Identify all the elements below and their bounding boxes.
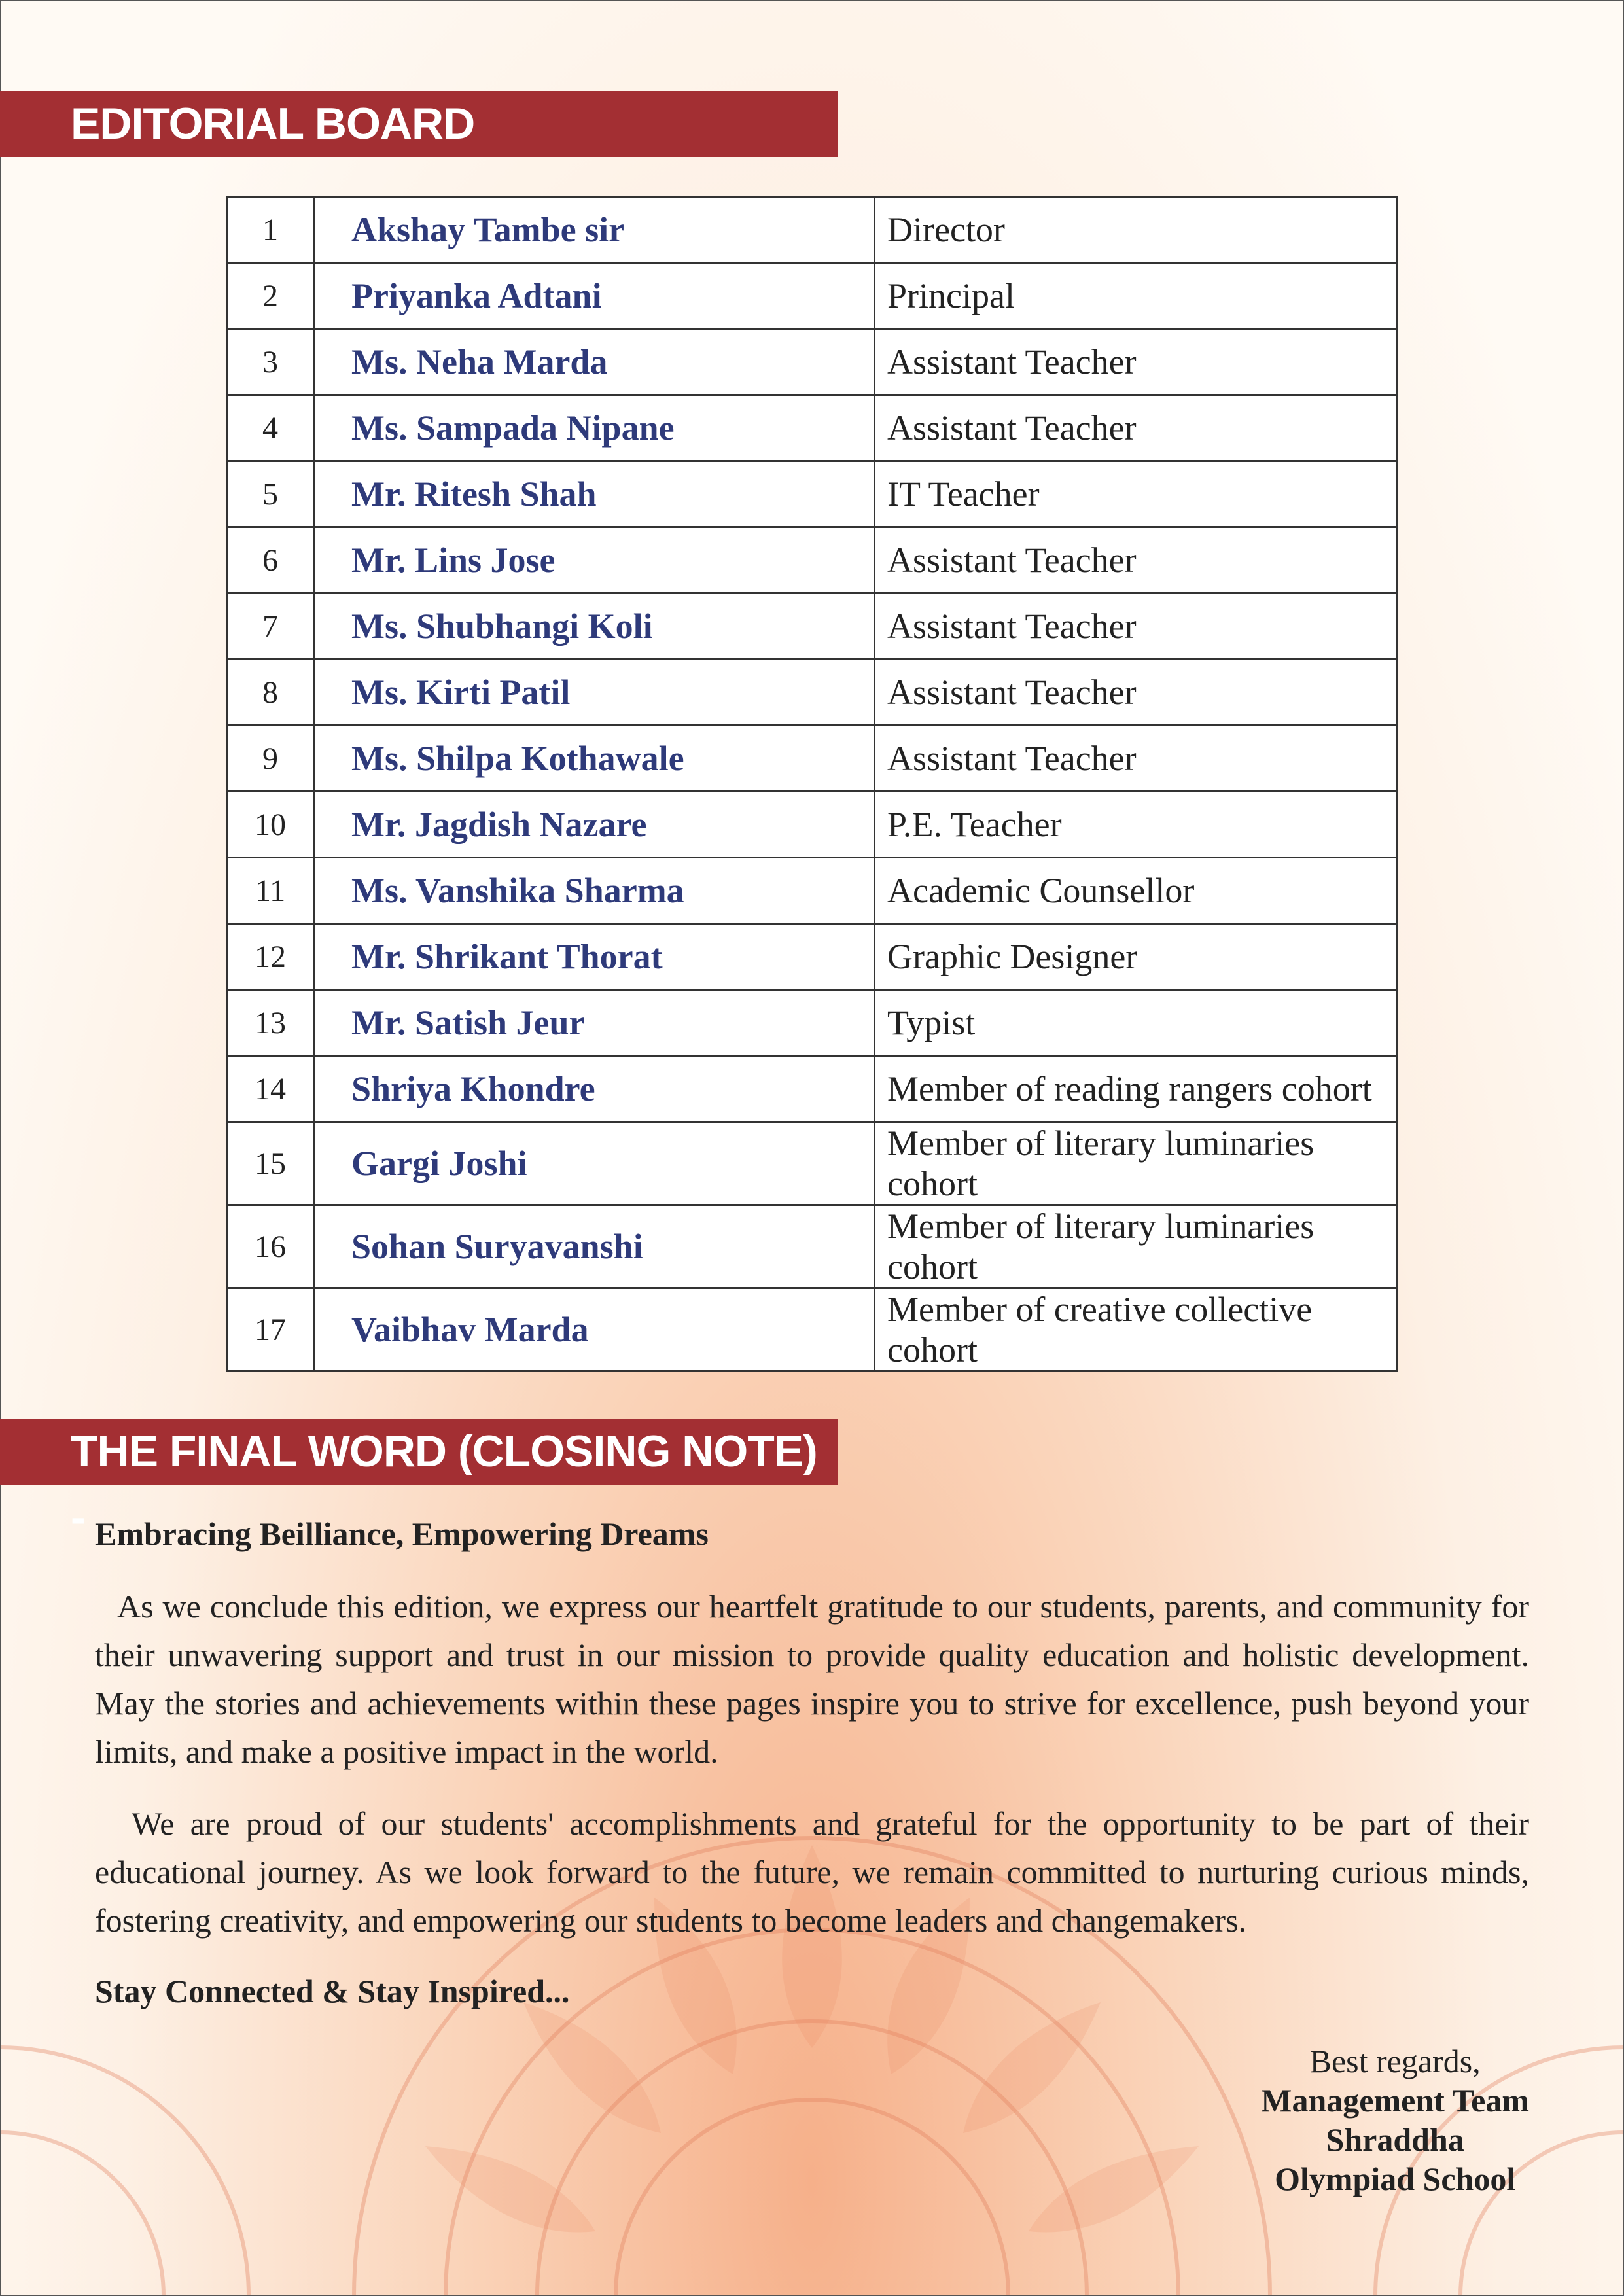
table-row xyxy=(227,1288,1398,1371)
member-name: Mr. Satish Jeur xyxy=(314,990,875,1056)
table-row xyxy=(227,726,1398,792)
member-name: Ms. Sampada Nipane xyxy=(314,395,875,461)
member-role: Assistant Teacher xyxy=(875,593,1398,660)
table-row xyxy=(227,263,1398,329)
member-role: Assistant Teacher xyxy=(875,726,1398,792)
row-number: 15 xyxy=(227,1122,314,1205)
table-row xyxy=(227,990,1398,1056)
table-row xyxy=(227,858,1398,924)
member-name: Shriya Khondre xyxy=(314,1056,875,1122)
table-row xyxy=(227,1205,1398,1288)
member-role: Member of creative collective cohort xyxy=(875,1288,1398,1371)
member-name: Mr. Lins Jose xyxy=(314,527,875,593)
table-row xyxy=(227,329,1398,395)
row-number: 10 xyxy=(227,792,314,858)
member-name: Ms. Vanshika Sharma xyxy=(314,858,875,924)
table-row xyxy=(227,924,1398,990)
member-name: Gargi Joshi xyxy=(314,1122,875,1205)
member-role: Assistant Teacher xyxy=(875,527,1398,593)
member-name: Priyanka Adtani xyxy=(314,263,875,329)
row-number: 7 xyxy=(227,593,314,660)
table-row xyxy=(227,197,1398,263)
row-number: 4 xyxy=(227,395,314,461)
member-name: Ms. Shubhangi Koli xyxy=(314,593,875,660)
member-role: Member of literary luminaries cohort xyxy=(875,1122,1398,1205)
member-role: Assistant Teacher xyxy=(875,395,1398,461)
member-name: Sohan Suryavanshi xyxy=(314,1205,875,1288)
member-role: Member of reading rangers cohort xyxy=(875,1056,1398,1122)
closing-paragraph-1: As we conclude this edition, we express our heartfelt gratitude to our students, parents, and community for their unwavering support and trust in our mission to provide quality education and holistic development. May the stories and achievements within these pages inspire you to strive for excellence, push beyond your limits, and make a positive impact in the world. xyxy=(95,1588,1529,1770)
signoff-team: Management Team xyxy=(1261,2082,1529,2119)
member-name: Mr. Jagdish Nazare xyxy=(314,792,875,858)
member-name: Akshay Tambe sir xyxy=(314,197,875,263)
closing-note-heading: THE FINAL WORD (CLOSING NOTE) - xyxy=(0,1419,838,1485)
row-number: 12 xyxy=(227,924,314,990)
table-row xyxy=(227,1122,1398,1205)
signoff-school-name-line1: Shraddha xyxy=(1326,2121,1464,2158)
table-row xyxy=(227,660,1398,726)
row-number: 14 xyxy=(227,1056,314,1122)
row-number: 6 xyxy=(227,527,314,593)
row-number: 1 xyxy=(227,197,314,263)
table-row xyxy=(227,461,1398,527)
row-number: 8 xyxy=(227,660,314,726)
member-name: Vaibhav Marda xyxy=(314,1288,875,1371)
member-role: Assistant Teacher xyxy=(875,660,1398,726)
member-role: P.E. Teacher xyxy=(875,792,1398,858)
member-name: Mr. Shrikant Thorat xyxy=(314,924,875,990)
row-number: 17 xyxy=(227,1288,314,1371)
member-role: IT Teacher xyxy=(875,461,1398,527)
row-number: 13 xyxy=(227,990,314,1056)
stay-connected-line: Stay Connected & Stay Inspired... xyxy=(95,1973,570,2009)
closing-subheading: Embracing Beilliance, Empowering Dreams xyxy=(95,1515,709,1552)
row-number: 5 xyxy=(227,461,314,527)
row-number: 16 xyxy=(227,1205,314,1288)
signoff-greeting: Best regards, xyxy=(1309,2043,1481,2079)
row-number: 3 xyxy=(227,329,314,395)
member-role: Graphic Designer xyxy=(875,924,1398,990)
member-role: Typist xyxy=(875,990,1398,1056)
closing-paragraph-2: We are proud of our students' accomplishments and grateful for the opportunity to be part of their educational journey. As we look forward to the future, we remain committed to nurturing curious minds, fostering creativity, and empowering our students to become leaders and changemakers. xyxy=(95,1805,1529,1939)
table-row xyxy=(227,527,1398,593)
member-name: Ms. Neha Marda xyxy=(314,329,875,395)
signoff-block xyxy=(1261,2041,1529,2199)
member-role: Assistant Teacher xyxy=(875,329,1398,395)
table-row xyxy=(227,395,1398,461)
member-name: Ms. Kirti Patil xyxy=(314,660,875,726)
member-role: Academic Counsellor xyxy=(875,858,1398,924)
member-role: Principal xyxy=(875,263,1398,329)
row-number: 2 xyxy=(227,263,314,329)
row-number: 11 xyxy=(227,858,314,924)
row-number: 9 xyxy=(227,726,314,792)
member-role: Member of literary luminaries cohort xyxy=(875,1205,1398,1288)
table-row xyxy=(227,792,1398,858)
member-name: Mr. Ritesh Shah xyxy=(314,461,875,527)
editorial-board-table xyxy=(226,196,1398,1372)
signoff-school-name-line2: Olympiad School xyxy=(1275,2161,1516,2197)
table-row xyxy=(227,1056,1398,1122)
table-row xyxy=(227,593,1398,660)
member-name: Ms. Shilpa Kothawale xyxy=(314,726,875,792)
editorial-board-heading: EDITORIAL BOARD xyxy=(0,91,838,157)
member-role: Director xyxy=(875,197,1398,263)
